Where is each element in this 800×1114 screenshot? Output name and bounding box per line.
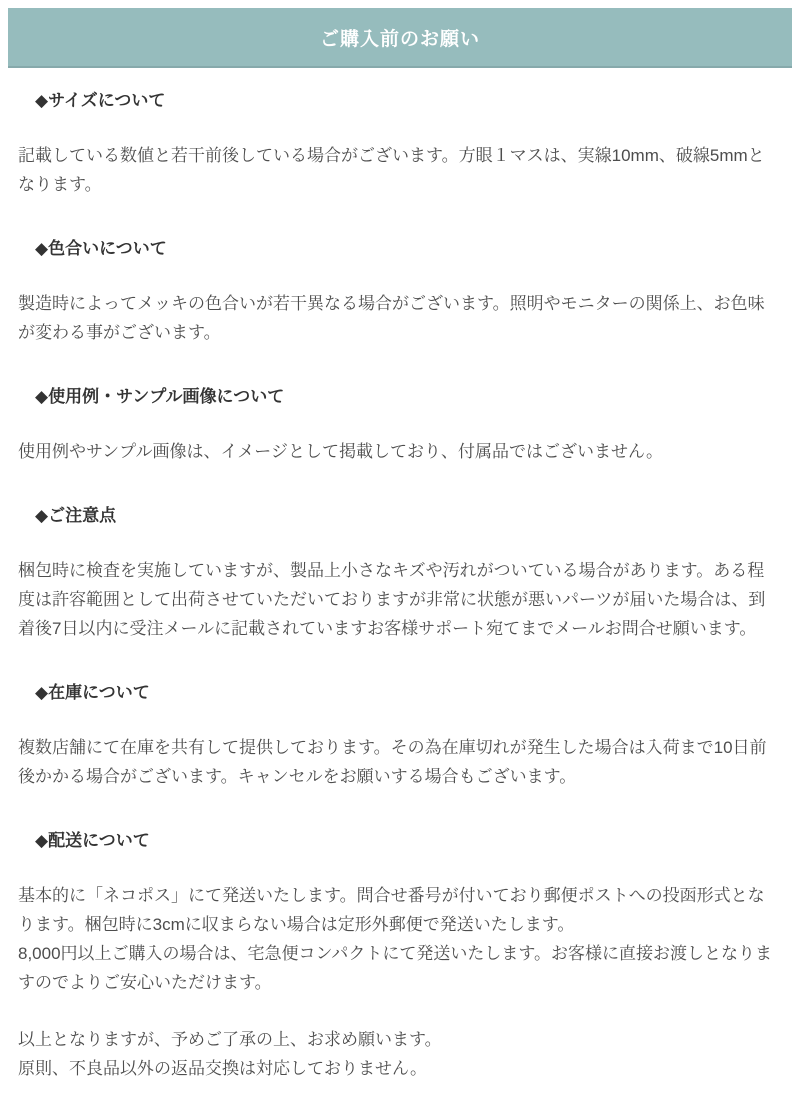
section-stock [8, 680, 792, 791]
section-paragraph: 製造時によってメッキの色合いが若干異なる場合がございます。照明やモニターの関係上、お色味が変わる事がございます。 [18, 294, 765, 342]
section-paragraph: 複数店舗にて在庫を共有して提供しております。その為在庫切れが発生した場合は入荷まで10日前後かかる場合がございます。キャンセルをお願いする場合もございます。 [18, 738, 767, 786]
section-paragraph: 基本的に「ネコポス」にて発送いたします。問合せ番号が付いており郵便ポストへの投函形式となります。梱包時に3cmに収まらない場合は定形外郵便で発送いたします。 [18, 886, 765, 934]
closing-line: 原則、不良品以外の返品交換は対応しておりません。 [18, 1059, 428, 1078]
closing-line: 以上となりますが、予めご了承の上、お求め願います。 [18, 1030, 442, 1049]
section-paragraph: 使用例やサンプル画像は、イメージとして掲載しており、付属品ではございません。 [18, 442, 663, 461]
section-paragraph: 8,000円以上ご購入の場合は、宅急便コンパクトにて発送いたします。お客様に直接お渡しとなりますのでよりご安心いただけます。 [18, 944, 772, 992]
section-body [8, 881, 792, 997]
section-paragraph: 記載している数値と若干前後している場合がございます。方眼１マスは、実線10mm、破線5mmとなります。 [18, 146, 765, 194]
section-heading: ◆配送について [35, 831, 150, 850]
section-body [8, 733, 792, 791]
notice-page [8, 8, 792, 1083]
section-sample-images [8, 384, 792, 466]
section-heading: ◆在庫について [35, 683, 150, 702]
section-heading: ◆ご注意点 [35, 506, 117, 525]
section-body [8, 289, 792, 347]
section-heading: ◆サイズについて [35, 91, 166, 110]
section-body [8, 556, 792, 643]
notice-header [8, 8, 792, 68]
section-heading: ◆使用例・サンプル画像について [35, 387, 285, 406]
section-paragraph: 梱包時に検査を実施していますが、製品上小さなキズや汚れがついている場合があります。ある程度は許容範囲として出荷させていただいておりますが非常に状態が悪いパーツが届いた場合は、到着後7日以内に受注メールに記載されていますお客様サポート宛てまでメールお問合せ願います。 [18, 561, 766, 638]
section-shipping [8, 828, 792, 997]
section-heading: ◆色合いについて [35, 239, 167, 258]
section-cautions [8, 503, 792, 643]
section-body [8, 141, 792, 199]
section-color [8, 236, 792, 347]
section-size [8, 88, 792, 199]
section-body [8, 437, 792, 466]
closing-note [8, 1025, 792, 1083]
page-title: ご購入前のお願い [319, 28, 480, 50]
